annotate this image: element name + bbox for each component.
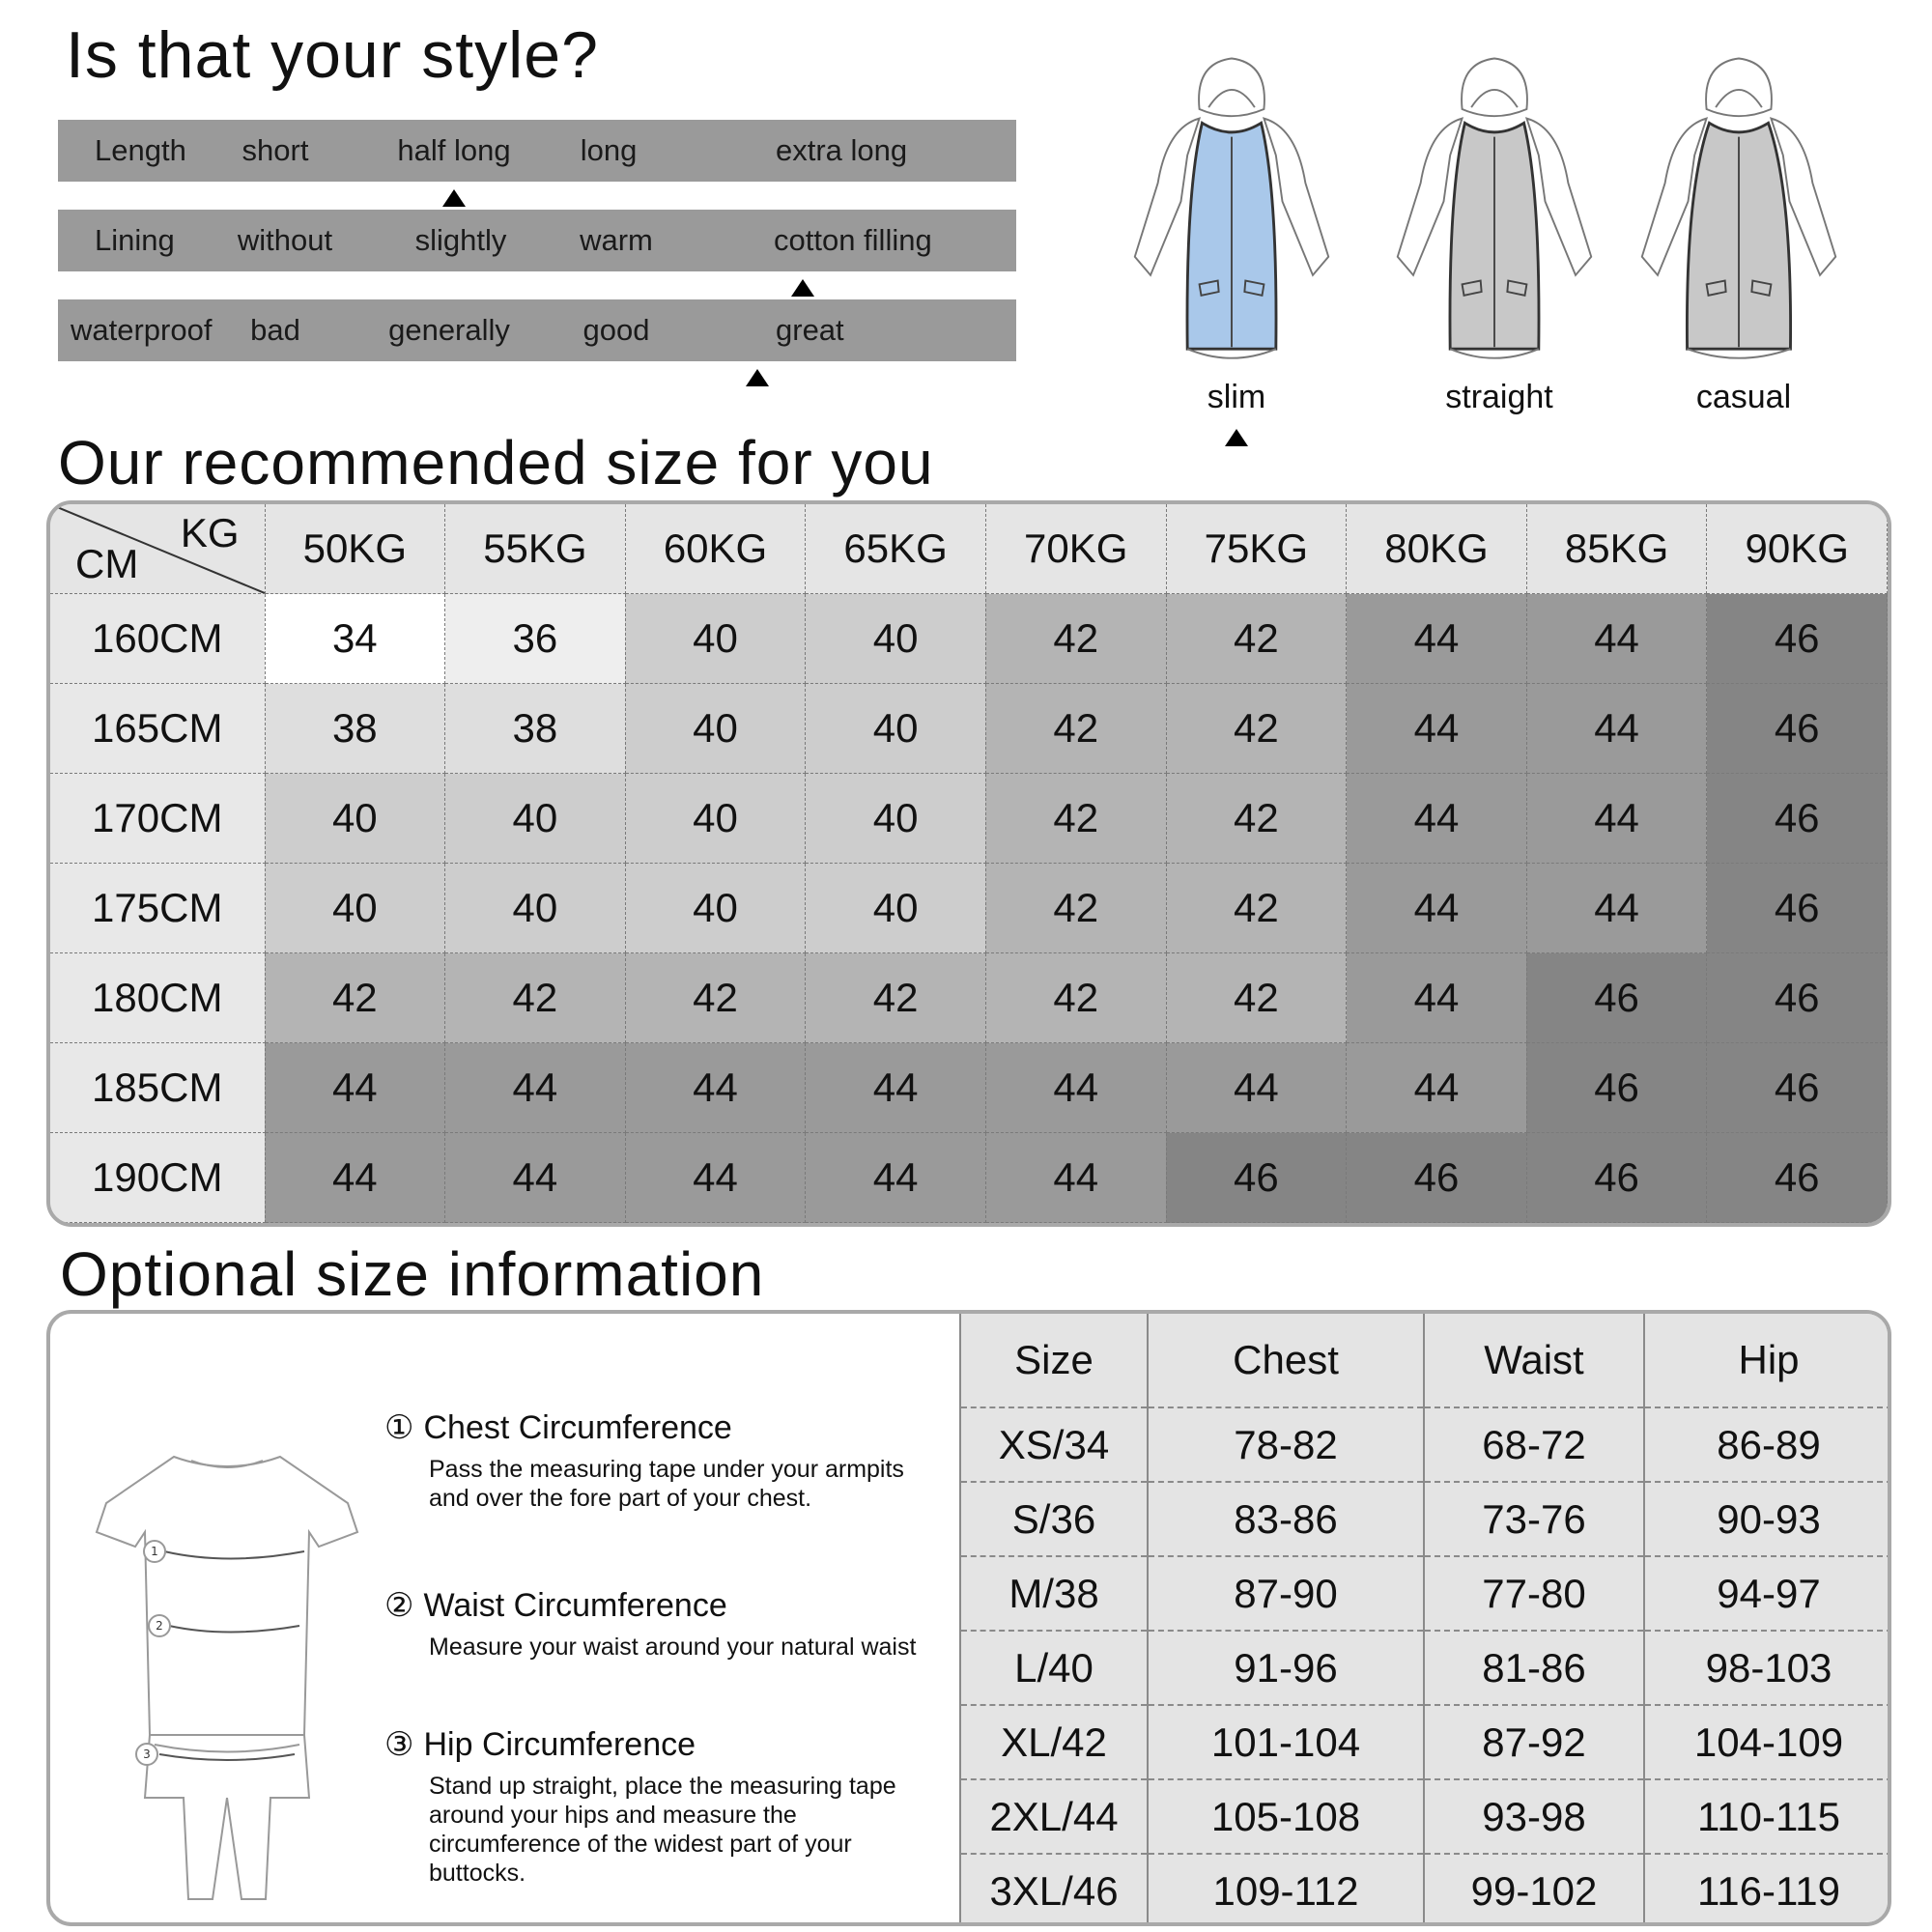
measurement-number: ① — [384, 1409, 414, 1446]
measure-markers-icon — [136, 1541, 170, 1765]
size-cell: 44 — [1526, 684, 1707, 774]
measurement-cell: XL/42 — [960, 1705, 1148, 1779]
size-cell: 42 — [1166, 864, 1347, 953]
size-recommendation-table — [50, 504, 1888, 1223]
measurement-cell: 109-112 — [1148, 1854, 1424, 1926]
style-option: without — [237, 223, 333, 257]
size-cell: 42 — [985, 684, 1166, 774]
table-row — [50, 594, 1888, 684]
size-cell: 44 — [445, 1133, 626, 1223]
measurement-cell: 73-76 — [1424, 1482, 1644, 1556]
measurement-header-row — [960, 1314, 1891, 1407]
measurement-title — [384, 1408, 732, 1447]
measurement-description: Measure your waist around your natural waist — [429, 1634, 917, 1661]
measurement-cell: 98-103 — [1644, 1631, 1891, 1705]
weight-header-row — [50, 504, 1888, 594]
style-row-lining — [58, 210, 1016, 271]
size-cell: 42 — [445, 953, 626, 1043]
weight-axis-label: KG — [180, 510, 240, 555]
weight-header: 75KG — [1166, 504, 1347, 594]
style-option: good — [582, 313, 650, 347]
height-header: 170CM — [50, 774, 265, 864]
measurement-cell: S/36 — [960, 1482, 1148, 1556]
size-cell: 44 — [1347, 684, 1527, 774]
size-cell: 40 — [445, 774, 626, 864]
height-axis-label: CM — [75, 541, 139, 586]
measurement-title-text: Waist Circumference — [423, 1587, 727, 1624]
measurement-cell: 101-104 — [1148, 1705, 1424, 1779]
measurement-cell: M/38 — [960, 1556, 1148, 1631]
measurement-column-header: Hip — [1644, 1314, 1891, 1407]
measurement-title-text: Chest Circumference — [423, 1409, 732, 1446]
table-row — [960, 1854, 1891, 1926]
measurement-column-header: Waist — [1424, 1314, 1644, 1407]
height-header: 165CM — [50, 684, 265, 774]
size-cell: 44 — [265, 1043, 445, 1133]
size-cell: 40 — [806, 774, 986, 864]
size-cell: 40 — [625, 684, 806, 774]
measurement-cell: 86-89 — [1644, 1407, 1891, 1482]
size-cell: 46 — [1707, 953, 1888, 1043]
size-cell: 44 — [265, 1133, 445, 1223]
table-row — [960, 1482, 1891, 1556]
measurement-cell: 87-90 — [1148, 1556, 1424, 1631]
size-cell: 42 — [985, 864, 1166, 953]
weight-header: 65KG — [806, 504, 986, 594]
height-header: 180CM — [50, 953, 265, 1043]
style-option: long — [580, 133, 638, 167]
style-row-waterproof — [58, 299, 1016, 361]
measurement-cell: 3XL/46 — [960, 1854, 1148, 1926]
size-cell: 46 — [1166, 1133, 1347, 1223]
coat-casual-icon — [1637, 46, 1840, 375]
size-cell: 42 — [806, 953, 986, 1043]
style-row-label: waterproof — [71, 313, 213, 347]
style-row-length — [58, 120, 1016, 182]
size-cell: 44 — [1166, 1043, 1347, 1133]
table-row — [960, 1779, 1891, 1854]
style-option: bad — [250, 313, 300, 347]
table-row — [960, 1407, 1891, 1482]
size-cell: 46 — [1707, 594, 1888, 684]
size-cell: 40 — [806, 684, 986, 774]
style-option: short — [242, 133, 309, 167]
measurement-cell: 104-109 — [1644, 1705, 1891, 1779]
size-cell: 46 — [1526, 953, 1707, 1043]
table-row — [50, 953, 1888, 1043]
size-cell: 44 — [1347, 774, 1527, 864]
table-row — [50, 864, 1888, 953]
size-cell: 46 — [1526, 1043, 1707, 1133]
size-info-panel — [46, 1310, 1891, 1926]
height-header: 175CM — [50, 864, 265, 953]
size-cell: 42 — [1166, 774, 1347, 864]
size-cell: 46 — [1707, 1133, 1888, 1223]
measurement-description: Stand up straight, place the measuring tape around your hips and measure the circumference of the widest part of your buttocks. — [429, 1773, 896, 1887]
coat-slim-icon — [1130, 46, 1333, 375]
size-cell: 44 — [985, 1133, 1166, 1223]
size-cell: 44 — [625, 1133, 806, 1223]
size-cell: 44 — [445, 1043, 626, 1133]
measurement-title — [384, 1586, 727, 1625]
measurement-cell: 83-86 — [1148, 1482, 1424, 1556]
measurement-column-header: Size — [960, 1314, 1148, 1407]
fit-label-slim: slim — [1207, 379, 1266, 415]
style-option: generally — [388, 313, 510, 347]
size-cell: 44 — [1526, 774, 1707, 864]
measurement-cell: XS/34 — [960, 1407, 1148, 1482]
size-cell: 40 — [806, 594, 986, 684]
size-cell: 40 — [625, 774, 806, 864]
size-cell: 42 — [625, 953, 806, 1043]
measurement-cell: 105-108 — [1148, 1779, 1424, 1854]
size-cell: 42 — [1166, 684, 1347, 774]
table-row — [960, 1556, 1891, 1631]
style-option: great — [776, 313, 844, 347]
weight-header: 90KG — [1707, 504, 1888, 594]
measurement-cell: 2XL/44 — [960, 1779, 1148, 1854]
selected-marker-icon — [791, 279, 814, 297]
size-cell: 38 — [445, 684, 626, 774]
style-row-label: Length — [95, 133, 186, 167]
size-cell: 40 — [265, 774, 445, 864]
figure-marker-1: 1 — [151, 1545, 158, 1558]
size-cell: 46 — [1707, 1043, 1888, 1133]
fit-label-casual: casual — [1695, 379, 1792, 415]
size-cell: 36 — [445, 594, 626, 684]
coat-straight-icon — [1393, 46, 1596, 375]
size-grid-panel — [46, 500, 1891, 1227]
size-cell: 44 — [1347, 1043, 1527, 1133]
size-cell: 40 — [625, 594, 806, 684]
size-cell: 42 — [985, 953, 1166, 1043]
figure-marker-3: 3 — [143, 1747, 151, 1761]
style-row-label: Lining — [95, 223, 175, 257]
measurement-cell: 81-86 — [1424, 1631, 1644, 1705]
measurement-cell: 93-98 — [1424, 1779, 1644, 1854]
body-measurement-figure-icon — [68, 1416, 386, 1909]
size-cell: 44 — [1347, 594, 1527, 684]
measurement-cell: 87-92 — [1424, 1705, 1644, 1779]
height-header: 190CM — [50, 1133, 265, 1223]
measurement-title — [384, 1725, 696, 1764]
table-corner-cell — [50, 504, 265, 594]
size-cell: 46 — [1707, 684, 1888, 774]
weight-header: 80KG — [1347, 504, 1527, 594]
size-cell: 46 — [1707, 774, 1888, 864]
size-cell: 42 — [985, 594, 1166, 684]
size-cell: 46 — [1707, 864, 1888, 953]
weight-header: 55KG — [445, 504, 626, 594]
size-cell: 44 — [1526, 864, 1707, 953]
style-option: half long — [397, 133, 511, 167]
measurement-cell: 94-97 — [1644, 1556, 1891, 1631]
measurement-table — [959, 1314, 1891, 1926]
size-cell: 34 — [265, 594, 445, 684]
height-header: 185CM — [50, 1043, 265, 1133]
size-cell: 40 — [625, 864, 806, 953]
size-cell: 44 — [1347, 864, 1527, 953]
measurement-cell: 110-115 — [1644, 1779, 1891, 1854]
fit-label-straight: straight — [1445, 379, 1553, 415]
style-option: extra long — [776, 133, 908, 167]
recommend-title: Our recommended size for you — [58, 428, 934, 497]
measurement-cell: 78-82 — [1148, 1407, 1424, 1482]
size-cell: 42 — [1166, 953, 1347, 1043]
weight-header: 70KG — [985, 504, 1166, 594]
info-title: Optional size information — [60, 1239, 765, 1309]
size-cell: 42 — [265, 953, 445, 1043]
size-cell: 46 — [1347, 1133, 1527, 1223]
size-cell: 44 — [1526, 594, 1707, 684]
measurement-cell: 116-119 — [1644, 1854, 1891, 1926]
measurement-title-text: Hip Circumference — [423, 1726, 696, 1763]
weight-header: 85KG — [1526, 504, 1707, 594]
table-row — [960, 1705, 1891, 1779]
size-cell: 44 — [806, 1133, 986, 1223]
measurement-column-header: Chest — [1148, 1314, 1424, 1407]
size-cell: 38 — [265, 684, 445, 774]
size-cell: 44 — [1347, 953, 1527, 1043]
selected-fit-marker-icon — [1225, 429, 1248, 446]
style-option: cotton filling — [774, 223, 932, 257]
measurement-cell: 91-96 — [1148, 1631, 1424, 1705]
measurement-number: ③ — [384, 1726, 414, 1763]
size-cell: 40 — [445, 864, 626, 953]
size-cell: 44 — [625, 1043, 806, 1133]
table-row — [50, 684, 1888, 774]
size-cell: 40 — [265, 864, 445, 953]
measurement-cell: 68-72 — [1424, 1407, 1644, 1482]
weight-header: 50KG — [265, 504, 445, 594]
size-cell: 44 — [985, 1043, 1166, 1133]
style-title: Is that your style? — [66, 18, 599, 92]
size-cell: 42 — [985, 774, 1166, 864]
style-option: slightly — [414, 223, 507, 257]
table-row — [960, 1631, 1891, 1705]
figure-marker-2: 2 — [156, 1619, 163, 1633]
weight-header: 60KG — [625, 504, 806, 594]
measurement-cell: 90-93 — [1644, 1482, 1891, 1556]
selected-marker-icon — [746, 369, 769, 386]
measurement-number: ② — [384, 1587, 414, 1624]
measurement-cell: 99-102 — [1424, 1854, 1644, 1926]
measurement-description: Pass the measuring tape under your armpits and over the fore part of your chest. — [429, 1456, 904, 1512]
size-cell: 40 — [806, 864, 986, 953]
style-option: warm — [580, 223, 653, 257]
size-cell: 46 — [1526, 1133, 1707, 1223]
table-row — [50, 1133, 1888, 1223]
table-row — [50, 1043, 1888, 1133]
table-row — [50, 774, 1888, 864]
size-cell: 42 — [1166, 594, 1347, 684]
measurement-cell: L/40 — [960, 1631, 1148, 1705]
height-header: 160CM — [50, 594, 265, 684]
measurement-cell: 77-80 — [1424, 1556, 1644, 1631]
selected-marker-icon — [442, 189, 466, 207]
size-cell: 44 — [806, 1043, 986, 1133]
